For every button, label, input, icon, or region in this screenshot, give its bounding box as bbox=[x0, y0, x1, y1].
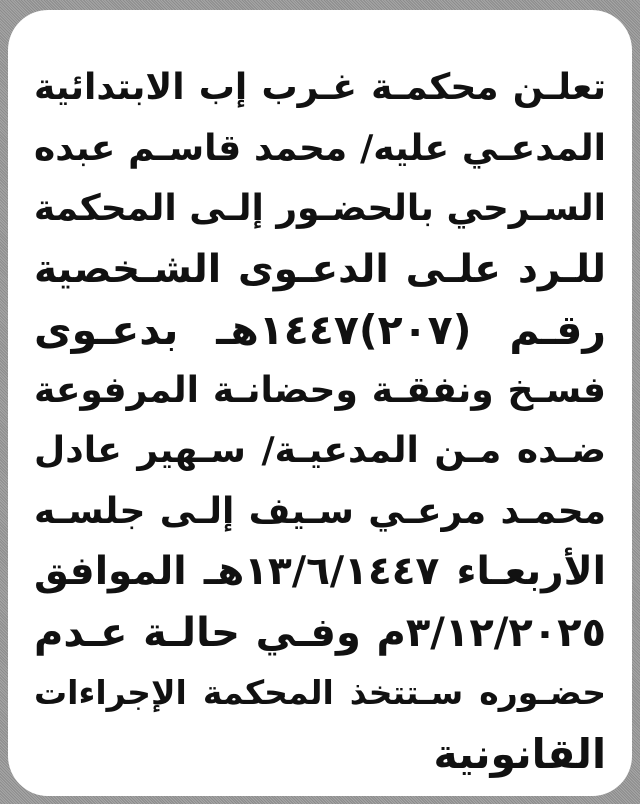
notice-line-12: القانونية bbox=[433, 729, 606, 778]
notice-line-4: للـرد علـى الدعـوى الشـخصية bbox=[34, 246, 606, 292]
notice-card bbox=[8, 10, 632, 796]
notice-line-1: تعلـن محكمـة غـرب إب الابتدائية bbox=[34, 67, 606, 108]
notice-line-5: رقـم (٢٠٧)١٤٤٧هـ بدعـوى bbox=[34, 306, 606, 354]
notice-line-8: محمـد مرعـي سـيف إلـى جلسـه bbox=[34, 490, 606, 532]
notice-line-10: ٣/١٢/٢٠٢٥م وفـي حالـة عـدم bbox=[34, 609, 606, 656]
notice-line-3: السـرحي بالحضـور إلـى المحكمة bbox=[33, 188, 606, 229]
court-notice-text bbox=[34, 58, 606, 784]
notice-line-6: فسـخ ونفقـة وحضانـة المرفوعة bbox=[34, 369, 606, 411]
notice-line-7: ضـده مـن المدعيـة/ سـهير عادل bbox=[34, 430, 606, 471]
notice-line-11: حضـوره سـتتخذ المحكمة الإجراءات bbox=[34, 673, 606, 712]
notice-line-9: الأربعـاء ١٣/٦/١٤٤٧هـ الموافق bbox=[34, 549, 606, 594]
notice-line-2: المدعـي عليه/ محمد قاسـم عبده bbox=[34, 127, 606, 169]
